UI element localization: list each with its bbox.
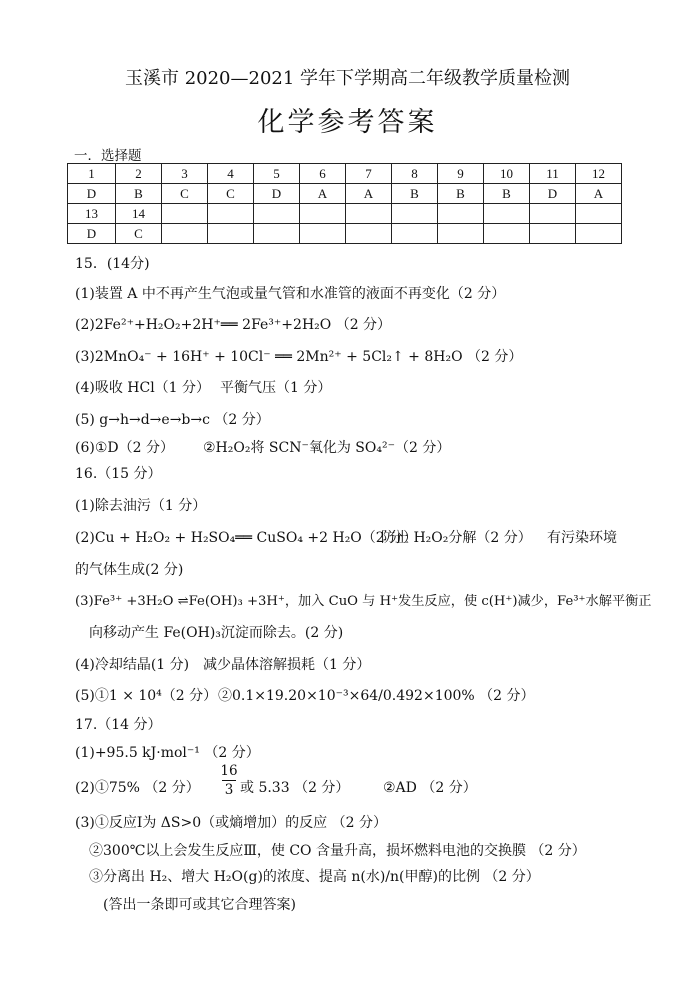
q16-answer-5b: ②0.1×19.20×10⁻³×64/0.492×100% （2 分） xyxy=(218,688,535,704)
q17-heading: 17.（14 分） xyxy=(75,717,162,733)
fraction-16-over-3 xyxy=(219,763,239,798)
table-cell xyxy=(438,224,484,244)
table-cell: 3 xyxy=(162,164,208,184)
table-cell: A xyxy=(576,184,622,204)
table-cell xyxy=(162,204,208,224)
table-cell xyxy=(484,224,530,244)
q17-answer-3d: (答出一条即可或其它合理答案) xyxy=(103,897,296,913)
table-cell: A xyxy=(300,184,346,204)
fraction-denominator: 3 xyxy=(224,782,234,798)
table-cell xyxy=(346,224,392,244)
table-cell xyxy=(438,204,484,224)
q16-answer-2a: (2)Cu + H₂O₂ + H₂SO₄══ CuSO₄ +2 H₂O（2 分） xyxy=(75,530,418,546)
table-cell: 13 xyxy=(68,204,116,224)
table-cell: B xyxy=(116,184,162,204)
section1-label: 一．选择题 xyxy=(74,148,142,164)
q17-answer-3c: ③分离出 H₂、增大 H₂O(g)的浓度、提高 n(水)/n(甲醇)的比例 （2 分） xyxy=(89,869,540,885)
table-cell: 2 xyxy=(116,164,162,184)
table-cell xyxy=(392,224,438,244)
q17-answer-2a: (2)①75% （2 分） xyxy=(75,780,200,796)
table-cell: C xyxy=(208,184,254,204)
table-row xyxy=(68,224,622,244)
table-cell: 14 xyxy=(116,204,162,224)
table-cell: 6 xyxy=(300,164,346,184)
table-cell xyxy=(162,224,208,244)
q15-answer-1: (1)装置 A 中不再产生气泡或量气管和水准管的液面不再变化（2 分） xyxy=(75,286,506,302)
table-cell xyxy=(576,204,622,224)
q16-answer-5a: (5)①1 × 10⁴（2 分） xyxy=(75,688,218,704)
q15-answer-6b: ②H₂O₂将 SCN⁻氧化为 SO₄²⁻（2 分） xyxy=(203,440,451,456)
table-cell: C xyxy=(162,184,208,204)
table-cell: D xyxy=(68,184,116,204)
table-cell: C xyxy=(116,224,162,244)
q16-answer-2b: 防止 H₂O₂分解（2 分） xyxy=(381,530,532,546)
page-subtitle: 化学参考答案 xyxy=(257,107,438,138)
q16-answer-4b: 减少晶体溶解损耗（1 分） xyxy=(203,657,371,673)
q15-answer-5: (5) g→h→d→e→b→c （2 分） xyxy=(75,412,270,428)
q16-answer-4a: (4)冷却结晶(1 分) xyxy=(75,657,190,673)
q15-answer-4a: (4)吸收 HCl（1 分） xyxy=(75,380,211,396)
table-cell xyxy=(208,224,254,244)
q17-answer-3a: (3)①反应Ⅰ为 ΔS>0（或熵增加）的反应 （2 分） xyxy=(75,815,387,831)
table-cell xyxy=(392,204,438,224)
q17-answer-1: (1)+95.5 kJ·mol⁻¹ （2 分） xyxy=(75,745,260,761)
table-cell xyxy=(530,204,576,224)
table-cell xyxy=(576,224,622,244)
table-row xyxy=(68,204,622,224)
q15-answer-6a: (6)①D（2 分） xyxy=(75,440,174,456)
q17-answer-3b: ②300℃以上会发生反应Ⅲ，使 CO 含量升高，损坏燃料电池的交换膜 （2 分） xyxy=(89,843,586,859)
table-row xyxy=(68,164,622,184)
table-cell: 7 xyxy=(346,164,392,184)
table-cell: B xyxy=(484,184,530,204)
table-cell xyxy=(484,204,530,224)
table-cell xyxy=(346,204,392,224)
table-cell: 9 xyxy=(438,164,484,184)
table-cell: A xyxy=(346,184,392,204)
table-cell xyxy=(300,224,346,244)
table-cell: 10 xyxy=(484,164,530,184)
table-row xyxy=(68,184,622,204)
q15-answer-4b: 平衡气压（1 分） xyxy=(220,380,332,396)
table-cell: D xyxy=(254,184,300,204)
q15-answer-3: (3)2MnO₄⁻ + 16H⁺ + 10Cl⁻ ══ 2Mn²⁺ + 5Cl₂↑ + 8H₂O （2 分） xyxy=(75,349,523,365)
table-cell: D xyxy=(68,224,116,244)
table-cell: 5 xyxy=(254,164,300,184)
table-cell: 4 xyxy=(208,164,254,184)
fraction-bar xyxy=(222,780,236,781)
table-cell: B xyxy=(392,184,438,204)
table-cell xyxy=(300,204,346,224)
q16-answer-2c: 有污染环境 xyxy=(547,530,617,546)
q16-answer-3b: 向移动产生 Fe(OH)₃沉淀而除去。(2 分) xyxy=(89,625,344,641)
table-cell xyxy=(254,204,300,224)
table-cell: 1 xyxy=(68,164,116,184)
q16-answer-2d: 的气体生成(2 分) xyxy=(75,562,184,578)
q16-answer-1: (1)除去油污（1 分） xyxy=(75,498,207,514)
table-cell xyxy=(530,224,576,244)
q15-answer-2: (2)2Fe²⁺+H₂O₂+2H⁺══ 2Fe³⁺+2H₂O （2 分） xyxy=(75,317,392,333)
table-cell xyxy=(254,224,300,244)
answer-table xyxy=(67,163,622,244)
q15-heading: 15．(14分) xyxy=(75,256,150,272)
fraction-numerator: 16 xyxy=(220,763,238,779)
page-title: 玉溪市 2020—2021 学年下学期高二年级教学质量检测 xyxy=(124,68,571,89)
q17-answer-2b: 或 5.33 （2 分） xyxy=(240,780,350,796)
table-cell: D xyxy=(530,184,576,204)
table-cell: 12 xyxy=(576,164,622,184)
table-cell xyxy=(208,204,254,224)
q17-answer-2c: ②AD （2 分） xyxy=(383,780,477,796)
table-cell: 11 xyxy=(530,164,576,184)
table-cell: B xyxy=(438,184,484,204)
q16-heading: 16.（15 分） xyxy=(75,466,162,482)
table-cell: 8 xyxy=(392,164,438,184)
q16-answer-3a: (3)Fe³⁺ +3H₂O ⇌Fe(OH)₃ +3H⁺，加入 CuO 与 H⁺发生反应，使 c(H⁺)减少，Fe³⁺水解平衡正 xyxy=(75,594,652,609)
